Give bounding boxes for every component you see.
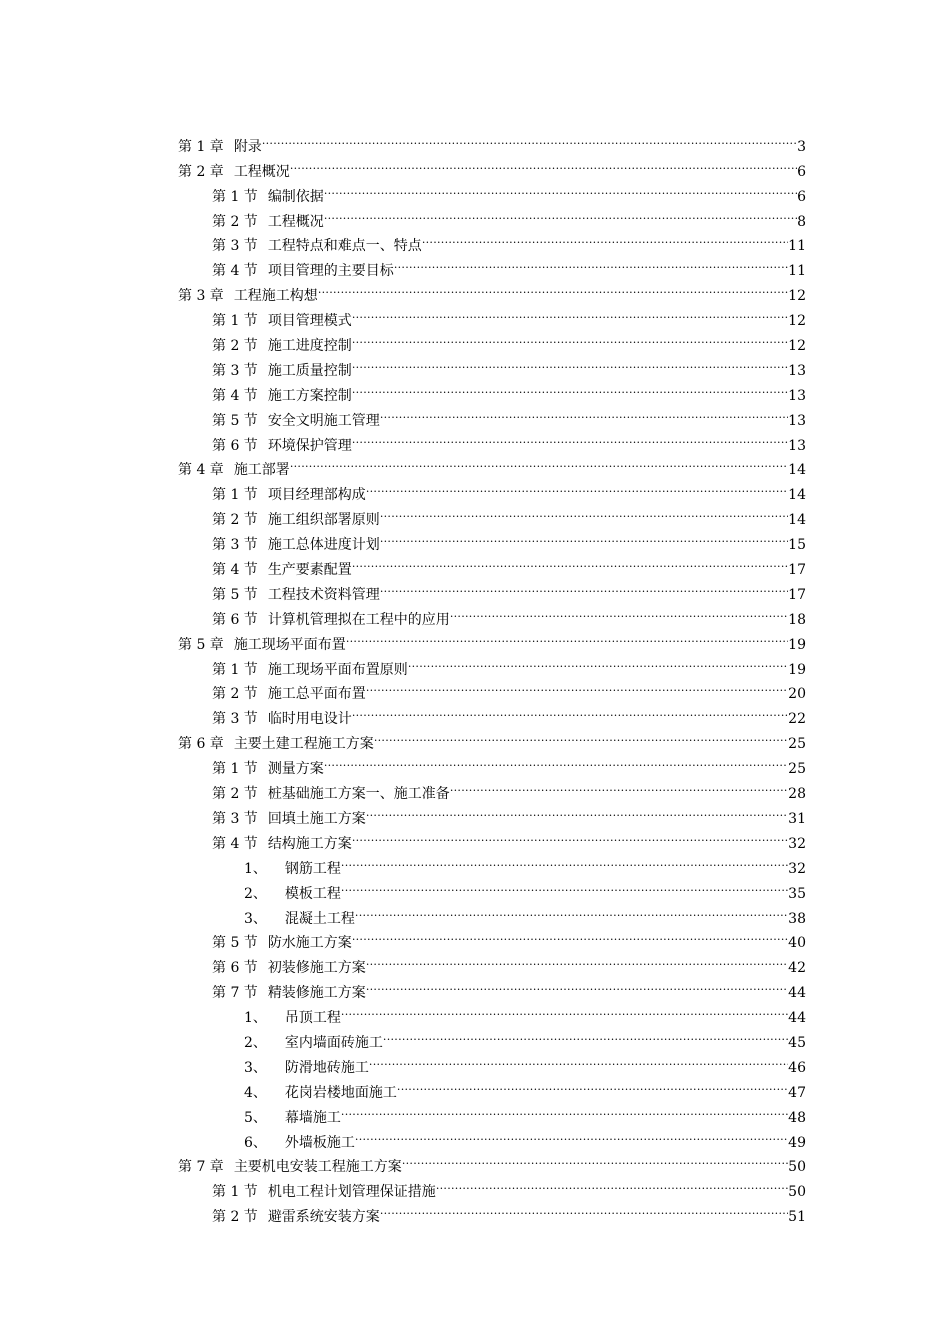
toc-entry-page-number: 40 [788,935,806,952]
toc-entry-page-number: 22 [788,711,806,728]
toc-entry-title: 计算机管理拟在工程中的应用 [267,611,450,628]
dot-leader [450,599,788,624]
toc-entry-page-number: 42 [788,960,806,977]
toc-entry-number: 第 2 节 [212,338,258,355]
toc-entry-title: 项目管理模式 [267,313,352,330]
toc-entry-label [244,1031,383,1056]
toc-entry-page-number: 13 [788,362,806,379]
toc-entry-title: 精装修施工方案 [267,985,366,1002]
toc-entry-label [178,633,346,658]
toc-entry-label [178,160,290,185]
toc-entry-title: 工程概况 [267,213,324,230]
dot-leader [262,126,797,151]
dot-leader [352,923,788,948]
dot-leader [341,848,788,873]
toc-entry-title: 安全文明施工管理 [267,412,380,429]
toc-entry-title: 环境保护管理 [267,437,352,454]
dot-leader [290,450,788,475]
dot-leader [383,1022,788,1047]
dot-leader [352,823,788,848]
dot-leader [366,798,788,823]
toc-entry-number: 4、 [244,1084,267,1101]
dot-leader [450,773,788,798]
toc-entry-title: 花岗岩楼地面施工 [284,1084,397,1101]
dot-leader [318,275,788,300]
toc-entry-title: 测量方案 [267,761,324,778]
dot-leader [355,898,788,923]
toc-entry-page-number: 15 [788,537,806,554]
toc-entry-label [244,882,341,907]
toc-entry-label [178,1155,402,1180]
toc-entry-title: 工程概况 [233,163,290,180]
dot-leader [366,674,788,699]
dot-leader [380,400,788,425]
dot-leader [380,1196,788,1221]
toc-entry-number: 第 3 节 [212,810,258,827]
toc-entry-title: 施工组织部署原则 [267,512,380,529]
toc-entry-title: 附录 [233,138,262,155]
toc-entry-page-number: 17 [788,586,806,603]
toc-entry-number: 第 5 节 [212,586,258,603]
toc-entry-title: 施工总平面布置 [267,686,366,703]
toc-entry-number: 第 5 章 [178,636,224,653]
toc-entry-page-number: 20 [788,686,806,703]
toc-entry-number: 第 1 节 [212,313,258,330]
toc-entry-page-number: 6 [797,163,806,180]
toc-entry-label [212,309,352,334]
toc-entry-page-number: 25 [788,761,806,778]
dot-leader [380,524,788,549]
toc-entry-number: 2、 [244,1034,267,1051]
toc-entry-label [212,558,352,583]
dot-leader [422,226,788,251]
toc-entry-page-number: 11 [788,238,806,255]
toc-entry-title: 初装修施工方案 [267,960,366,977]
toc-entry-page-number: 32 [788,835,806,852]
toc-entry-title: 混凝土工程 [284,910,355,927]
toc-entry-label [212,707,352,732]
toc-entry-label [244,907,355,932]
dot-leader [352,300,788,325]
toc-entry-title: 生产要素配置 [267,562,352,579]
dot-leader [366,474,788,499]
toc-entry-title: 施工进度控制 [267,338,352,355]
toc-entry-title: 幕墙施工 [284,1109,341,1126]
toc-entry-page-number: 17 [788,562,806,579]
toc-entry-page-number: 13 [788,412,806,429]
toc-entry-number: 第 3 节 [212,711,258,728]
toc-entry-label [212,384,352,409]
toc-entry-number: 5、 [244,1109,267,1126]
toc-entry-number: 6、 [244,1134,267,1151]
toc-entry-page-number: 8 [797,213,806,230]
toc-entry-label [212,1205,380,1230]
toc-entry-number: 第 1 节 [212,1184,258,1201]
toc-entry-number: 第 6 章 [178,736,224,753]
dot-leader [341,997,788,1022]
toc-entry-label [244,1056,369,1081]
toc-entry-number: 第 3 节 [212,362,258,379]
toc-entry-number: 第 1 章 [178,138,224,155]
dot-leader [290,151,797,176]
toc-entry-page-number: 14 [788,462,806,479]
toc-entry-number: 第 2 节 [212,686,258,703]
toc-entry-label [212,956,366,981]
toc-entry-page-number: 13 [788,387,806,404]
dot-leader [352,325,788,350]
toc-entry-title: 钢筋工程 [284,860,341,877]
dot-leader [352,375,788,400]
toc-entry-title: 工程技术资料管理 [267,586,380,603]
toc-entry-label [212,807,366,832]
dot-leader [436,1171,788,1196]
dot-leader [380,499,788,524]
toc-entry-page-number: 14 [788,512,806,529]
toc-entry-number: 第 4 章 [178,462,224,479]
dot-leader [402,1147,788,1172]
toc-entry-label [244,857,341,882]
toc-entry-title: 防水施工方案 [267,935,352,952]
table-of-contents [178,126,806,1226]
toc-entry-label [244,1106,341,1131]
toc-entry-label [212,234,422,259]
toc-entry-page-number: 12 [788,313,806,330]
toc-entry-title: 桩基础施工方案一、施工准备 [267,786,450,803]
toc-entry-page-number: 50 [788,1159,806,1176]
toc-entry-label [212,210,324,235]
toc-entry-title: 避雷系统安装方案 [267,1209,380,1226]
toc-entry-label [212,583,380,608]
toc-entry-label [212,757,324,782]
toc-entry-label [178,284,318,309]
toc-entry-page-number: 19 [788,636,806,653]
toc-entry-number: 第 3 节 [212,537,258,554]
toc-entry-title: 施工现场平面布置原则 [267,661,408,678]
toc-entry-number: 第 4 节 [212,263,258,280]
toc-entry-title: 项目管理的主要目标 [267,263,394,280]
toc-entry-page-number: 6 [797,188,806,205]
dot-leader [394,250,788,275]
toc-entry-title: 编制依据 [267,188,324,205]
toc-entry-page-number: 3 [797,138,806,155]
toc-entry-label [212,334,352,359]
toc-entry-number: 第 1 节 [212,487,258,504]
toc-entry-page-number: 38 [788,910,806,927]
toc-entry-page-number: 50 [788,1184,806,1201]
toc-entry-title: 施工现场平面布置 [233,636,346,653]
toc-entry-page-number: 12 [788,338,806,355]
dot-leader [352,698,788,723]
toc-entry-title: 施工总体进度计划 [267,537,380,554]
dot-leader [341,1097,788,1122]
toc-entry-title: 工程特点和难点一、特点 [267,238,422,255]
toc-entry-label [212,931,352,956]
toc-entry-title: 机电工程计划管理保证措施 [267,1184,436,1201]
toc-entry-title: 结构施工方案 [267,835,352,852]
dot-leader [366,947,788,972]
toc-entry-number: 第 2 节 [212,213,258,230]
toc-entry-label [212,359,352,384]
toc-entry-title: 临时用电设计 [267,711,352,728]
toc-entry-page-number: 51 [788,1209,806,1226]
toc-entry-number: 第 2 章 [178,163,224,180]
dot-leader [352,350,788,375]
toc-entry-page-number: 14 [788,487,806,504]
toc-entry-number: 第 1 节 [212,188,258,205]
toc-entry-page-number: 19 [788,661,806,678]
toc-entry-page-number: 48 [788,1109,806,1126]
dot-leader [324,176,797,201]
toc-entry-title: 主要土建工程施工方案 [233,736,374,753]
toc-entry-number: 第 1 节 [212,661,258,678]
toc-entry-page-number: 46 [788,1059,806,1076]
toc-entry-label [178,458,290,483]
toc-entry-page-number: 49 [788,1134,806,1151]
toc-entry-number: 2、 [244,885,267,902]
toc-entry-label [212,508,380,533]
toc-entry-title: 项目经理部构成 [267,487,366,504]
toc-entry-title: 施工质量控制 [267,362,352,379]
toc-entry-title: 施工部署 [233,462,290,479]
toc-entry-label [244,1131,355,1156]
toc-entry-page-number: 44 [788,1010,806,1027]
dot-leader [324,201,797,226]
dot-leader [346,624,788,649]
dot-leader [366,972,788,997]
toc-entry-page-number: 11 [788,263,806,280]
toc-entry-page-number: 12 [788,288,806,305]
dot-leader [324,748,788,773]
dot-leader [352,425,788,450]
dot-leader [341,873,788,898]
toc-chapter-entry[interactable] [178,126,806,155]
toc-entry-number: 第 5 节 [212,412,258,429]
toc-entry-label [212,185,324,210]
toc-entry-title: 回填土施工方案 [267,810,366,827]
toc-entry-page-number: 32 [788,860,806,877]
toc-entry-title: 模板工程 [284,885,341,902]
dot-leader [355,1122,788,1147]
toc-entry-number: 第 7 节 [212,985,258,1002]
toc-entry-title: 主要机电安装工程施工方案 [233,1159,402,1176]
toc-entry-page-number: 25 [788,736,806,753]
toc-entry-page-number: 18 [788,611,806,628]
toc-entry-number: 第 7 章 [178,1159,224,1176]
toc-entry-title: 施工方案控制 [267,387,352,404]
toc-entry-number: 第 2 节 [212,786,258,803]
toc-entry-number: 第 2 节 [212,1209,258,1226]
toc-entry-number: 第 3 章 [178,288,224,305]
toc-entry-number: 第 2 节 [212,512,258,529]
toc-entry-number: 第 5 节 [212,935,258,952]
toc-entry-label [212,682,366,707]
dot-leader [380,574,788,599]
dot-leader [374,723,788,748]
toc-entry-title: 外墙板施工 [284,1134,355,1151]
toc-entry-number: 1、 [244,1010,267,1027]
toc-entry-page-number: 13 [788,437,806,454]
toc-entry-page-number: 45 [788,1034,806,1051]
toc-entry-page-number: 35 [788,885,806,902]
toc-entry-number: 第 6 节 [212,437,258,454]
toc-entry-number: 3、 [244,910,267,927]
toc-entry-number: 第 4 节 [212,562,258,579]
toc-entry-number: 第 6 节 [212,960,258,977]
toc-entry-label [212,483,366,508]
toc-entry-page-number: 47 [788,1084,806,1101]
toc-entry-label [178,135,262,160]
toc-entry-label [244,1006,341,1031]
toc-entry-number: 3、 [244,1059,267,1076]
toc-entry-number: 第 6 节 [212,611,258,628]
dot-leader [369,1047,788,1072]
dot-leader [408,649,788,674]
dot-leader [397,1072,788,1097]
toc-entry-title: 吊顶工程 [284,1010,341,1027]
toc-entry-number: 第 1 节 [212,761,258,778]
toc-entry-number: 第 4 节 [212,387,258,404]
dot-leader [352,549,788,574]
toc-entry-page-number: 28 [788,786,806,803]
toc-entry-title: 防滑地砖施工 [284,1059,369,1076]
toc-entry-label [212,832,352,857]
toc-entry-page-number: 44 [788,985,806,1002]
toc-entry-page-number: 31 [788,810,806,827]
toc-chapter-entry[interactable] [178,151,806,180]
toc-entry-number: 第 4 节 [212,835,258,852]
toc-entry-number: 1、 [244,860,267,877]
toc-entry-title: 室内墙面砖施工 [284,1034,383,1051]
toc-entry-number: 第 3 节 [212,238,258,255]
toc-entry-title: 工程施工构想 [233,288,318,305]
